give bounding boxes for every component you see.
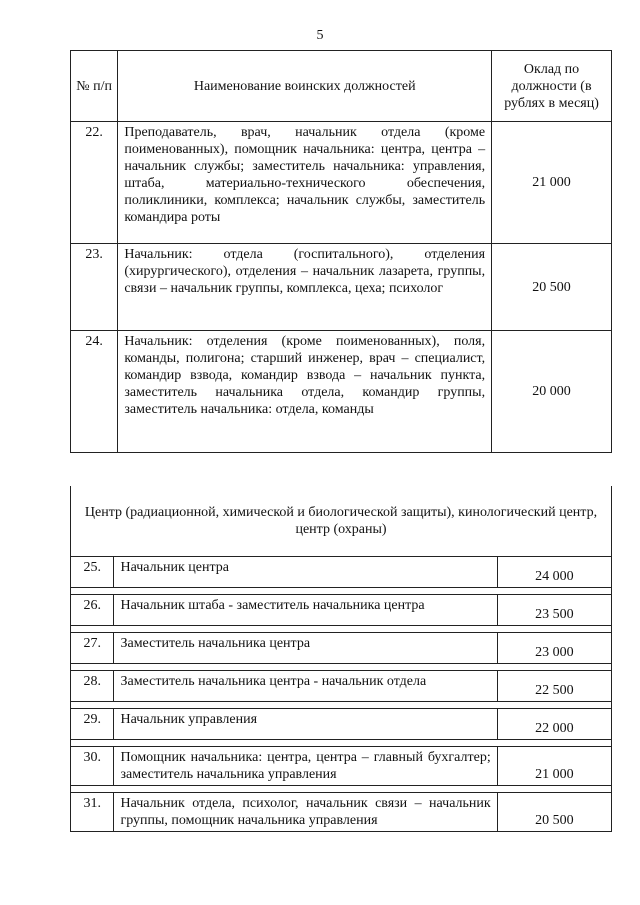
row-number: 27. [71,633,114,664]
position-name: Заместитель начальника центра - начальник отдела [114,671,497,702]
position-name: Заместитель начальника центра [114,633,497,664]
row-number: 26. [71,595,114,626]
table-header-row [71,51,612,122]
table-row [71,671,612,702]
positions-table-1 [70,50,612,453]
salary-value: 23 500 [497,595,611,626]
table-row [71,122,612,244]
salary-value: 20 500 [492,244,612,331]
row-number: 24. [71,331,118,453]
row-number: 31. [71,793,114,832]
table-row [71,709,612,740]
row-number: 28. [71,671,114,702]
salary-value: 24 000 [497,557,611,588]
row-number: 25. [71,557,114,588]
row-number: 22. [71,122,118,244]
salary-value: 22 000 [497,709,611,740]
table-row [71,557,612,588]
salary-value: 20 500 [497,793,611,832]
table-row [71,244,612,331]
header-name: Наименование воинских должностей [118,51,492,122]
section-header-row [71,486,612,557]
positions-table-2 [70,486,612,832]
salary-value: 22 500 [497,671,611,702]
row-number: 23. [71,244,118,331]
table-row [71,331,612,453]
position-name: Начальник центра [114,557,497,588]
position-name: Начальник: отдела (госпитального), отделения (хирургического), отделения – начальник лазарета, группы, связи – начальник группы, комплекса, цеха; психолог [118,244,492,331]
section-title: Центр (радиационной, химической и биологической защиты), кинологический центр, центр (охраны) [71,486,612,557]
position-name: Начальник штаба - заместитель начальника центра [114,595,497,626]
table-row [71,747,612,786]
position-name: Начальник управления [114,709,497,740]
position-name: Помощник начальника: центра, центра – главный бухгалтер; заместитель начальника управления [114,747,497,786]
header-salary: Оклад по должности (в рублях в месяц) [492,51,612,122]
table-row [71,793,612,832]
salary-value: 23 000 [497,633,611,664]
salary-value: 21 000 [497,747,611,786]
position-name: Начальник отдела, психолог, начальник связи – начальник группы, помощник начальника управления [114,793,497,832]
salary-value: 20 000 [492,331,612,453]
page-number: 5 [316,28,324,43]
table-row [71,633,612,664]
row-number: 30. [71,747,114,786]
position-name: Преподаватель, врач, начальник отдела (кроме поименованных), помощник начальника: центра, центра – начальник службы; заместитель начальника: управления, штаба, материально-технического обеспечения, поликлиники, комплекса; начальник службы, заместитель командира роты [118,122,492,244]
salary-value: 21 000 [492,122,612,244]
table-row [71,595,612,626]
header-num: № п/п [71,51,118,122]
row-number: 29. [71,709,114,740]
position-name: Начальник: отделения (кроме поименованных), поля, команды, полигона; старший инженер, врач – специалист, командир взвода, командир взвода – начальник пункта, заместитель начальника отдела, командир группы, заместитель начальника: отдела, команды [118,331,492,453]
